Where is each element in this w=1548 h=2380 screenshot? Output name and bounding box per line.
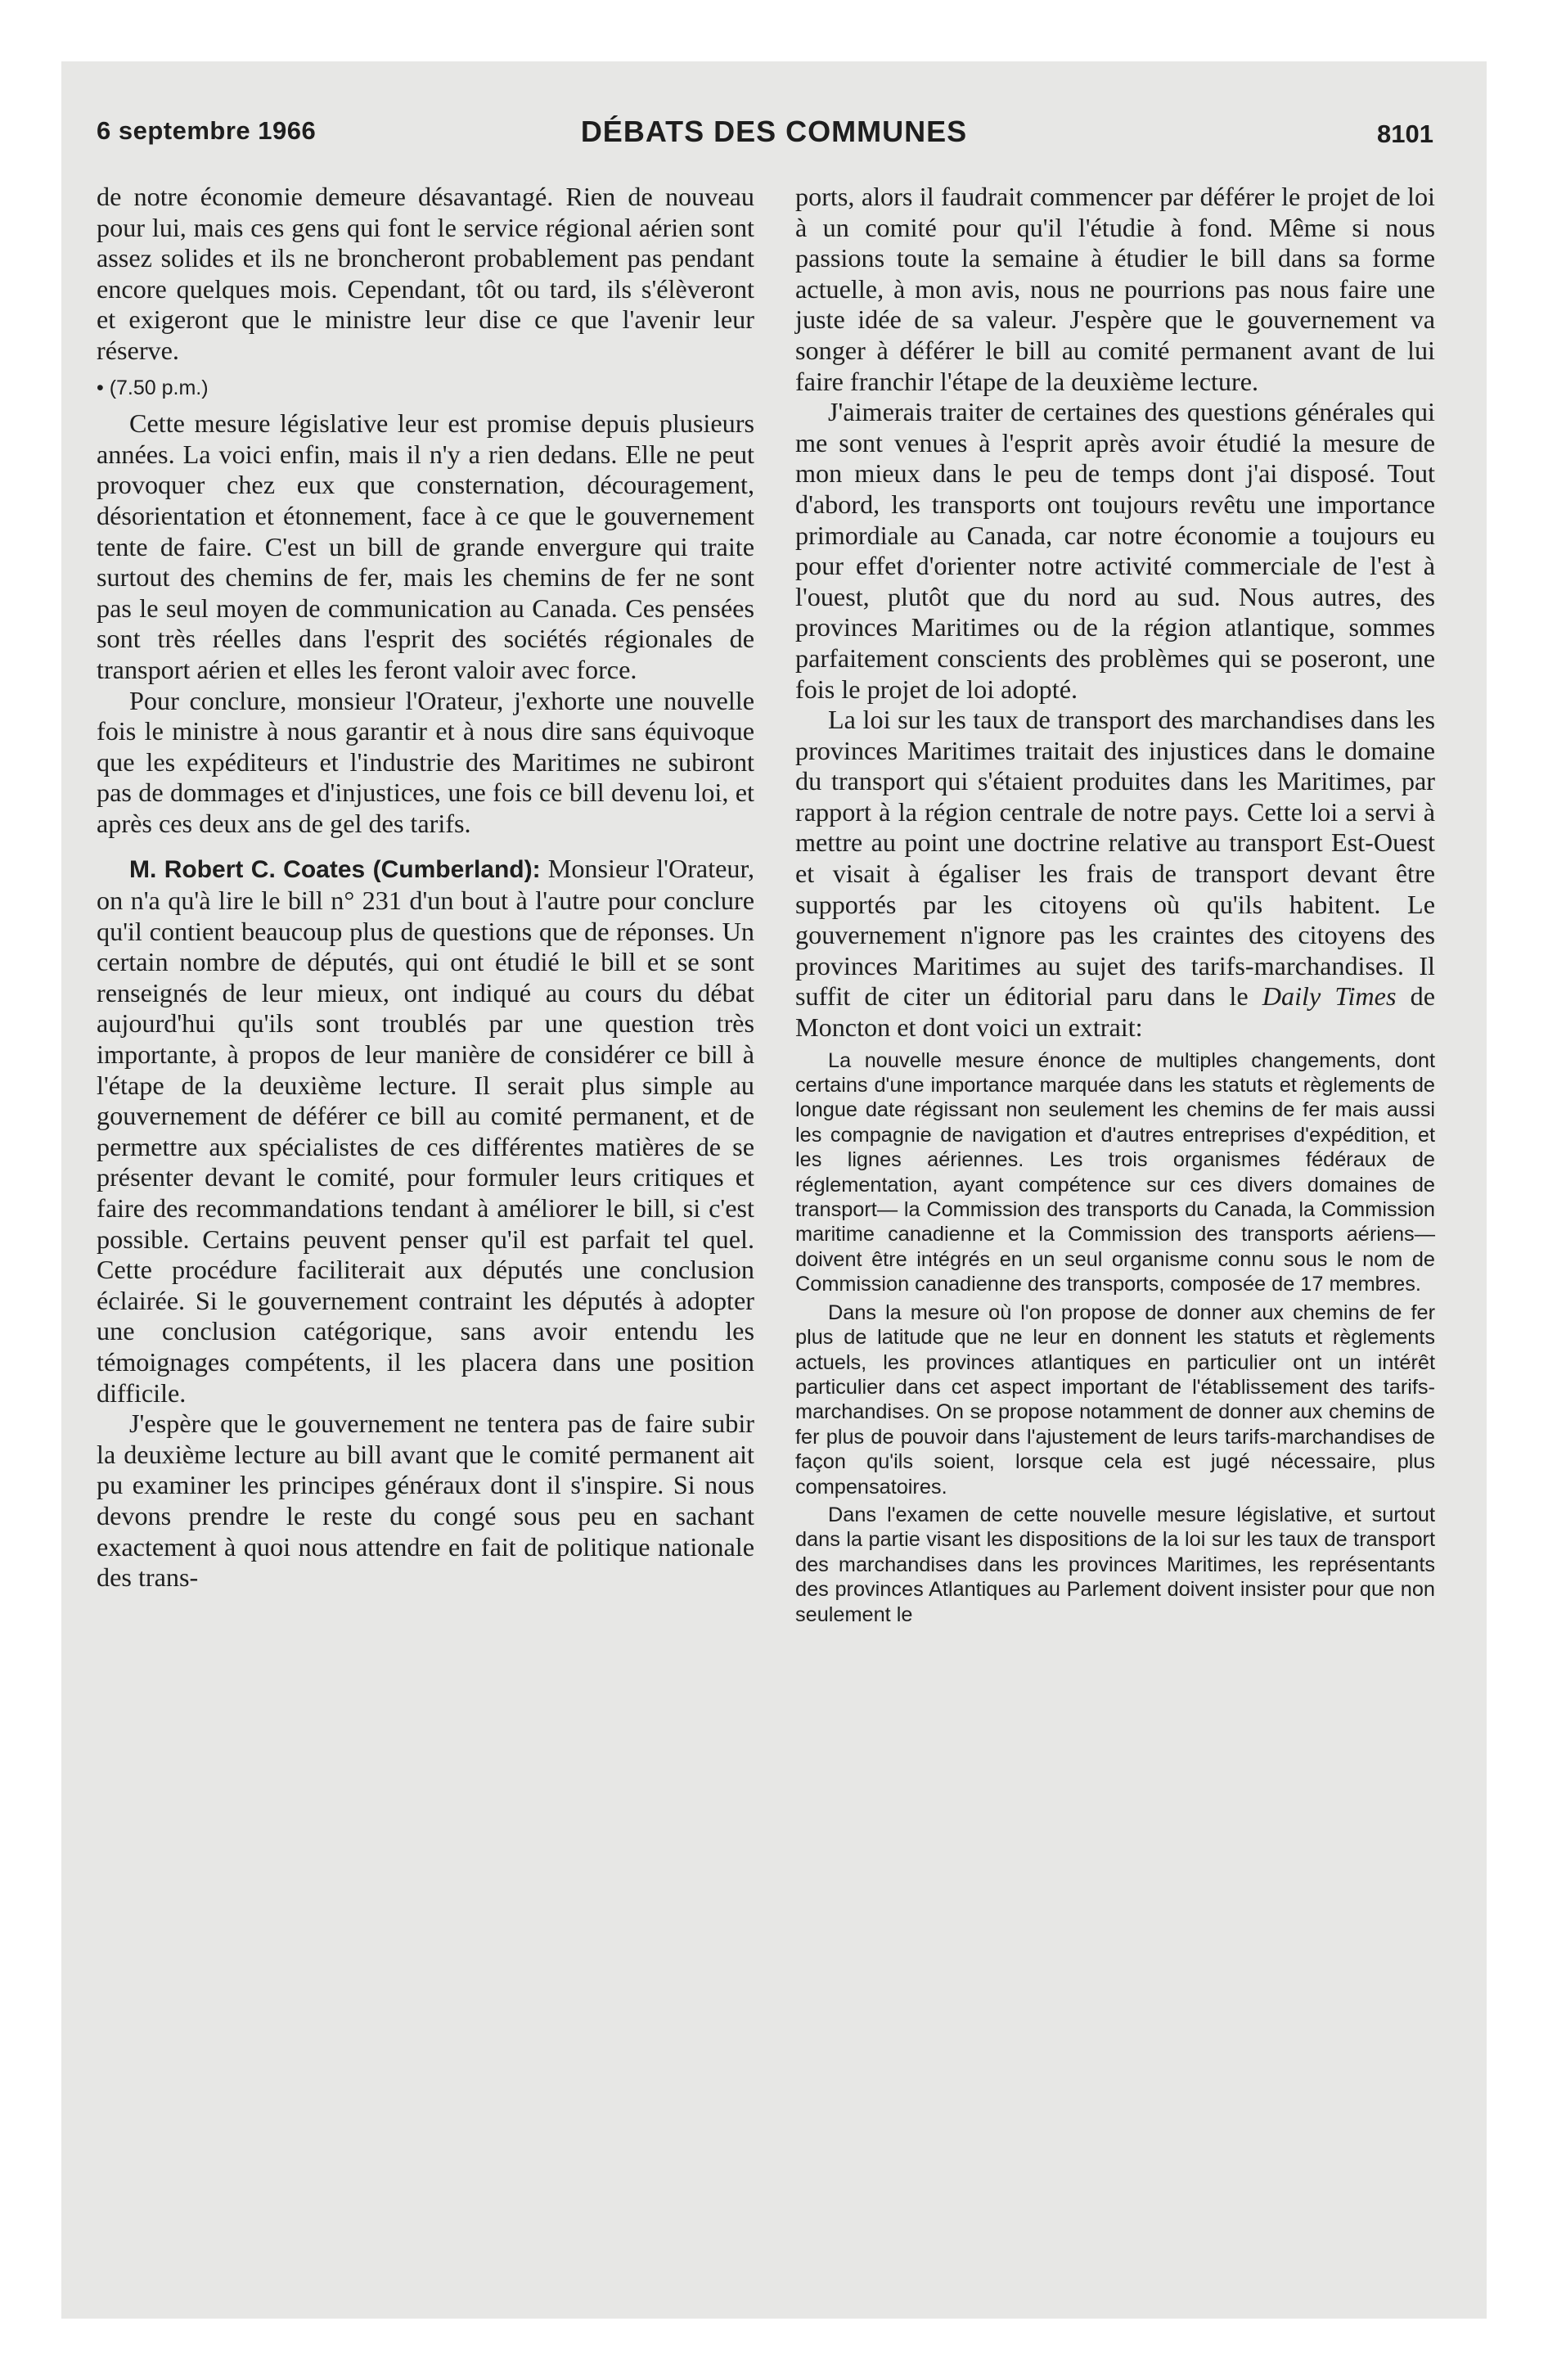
paragraph: Pour conclure, monsieur l'Orateur, j'exhorte une nouvelle fois le ministre à nous garantir et à nous dire sans équivoque que les expéditeurs et l'industrie des Maritimes ne subiront pas de dommages et d'injustices, une fois ce bill devenu loi, et après ces deux ans de gel des tarifs. (97, 685, 754, 838)
time-marker: • (7.50 p.m.) (97, 376, 209, 399)
quoted-paragraph: Dans l'examen de cette nouvelle mesure législative, et surtout dans la partie visant les dispositions de la loi sur les taux de transport des marchandises dans les provinces Maritimes, les représentants des provinces Atlantiques au Parlement doivent insister pour que non seulement le (795, 1503, 1435, 1626)
paragraph-text: La loi sur les taux de transport des marchandises dans les provinces Maritimes traitait des injustices dans le domaine du transport qui s'étaient produites dans les Maritimes, par rapport à la région centrale de notre pays. Cette loi a servi à mettre au point une doctrine relative au transport Est-Ouest et visait à égaliser les frais de transport devant être supportés par les citoyens où qu'ils habitent. Le gouvernement n'ignore pas les craintes des citoyens des provinces Maritimes au sujet des tarifs-marchandises. Il suffit de citer un éditorial paru dans le (795, 705, 1435, 1012)
quoted-paragraph: La nouvelle mesure énonce de multiples changements, dont certains d'une importance marquée dans les statuts et règlements de longue date régissant non seulement les chemins de fer mais aussi les compagnie de navigation et d'autres entreprises d'expédition, et les lignes aériennes. Les trois organismes fédéraux de réglementation, ayant compétence sur ces divers domaines de transport— la Commission des transports du Canada, la Commission maritime canadienne et la Commission des transports aériens—doivent être intégrés en un seul organisme connu sous le nom de Commission canadienne des transports, composée de 17 membres. (795, 1048, 1435, 1296)
paragraph: J'aimerais traiter de certaines des questions générales qui me sont venues à l'esprit après avoir étudié la mesure de mon mieux dans le peu de temps dont j'ai disposé. Tout d'abord, les transports ont toujours revêtu une importance primordiale au Canada, car notre économie a toujours eu pour effet d'orienter notre activité commerciale de l'est à l'ouest, plutôt que du nord au sud. Nous autres, des provinces Maritimes ou de la région atlantique, sommes parfaitement conscients des problèmes qui se poseront, une fois le projet de loi adopté. (795, 397, 1435, 704)
paragraph (795, 705, 1435, 1044)
page-header (0, 116, 1548, 157)
left-column (97, 182, 754, 1593)
paragraph: Cette mesure législative leur est promise depuis plusieurs années. La voici enfin, mais il n'y a rien dedans. Elle ne peut provoquer chez eux que consternation, découragement, désorientation et étonnement, face à ce que le gouvernement tente de faire. C'est un bill de grande envergure qui traite surtout des chemins de fer, mais les chemins de fer ne sont pas le seul moyen de communication au Canada. Ces pensées sont très réelles dans l'esprit des sociétés régionales de transport aérien et elles les feront valoir avec force. (97, 408, 754, 684)
header-date: 6 septembre 1966 (97, 116, 317, 145)
quoted-paragraph: Dans la mesure où l'on propose de donner aux chemins de fer plus de latitude que ne leur en donnent les statuts et règlements actuels, les provinces atlantiques en particulier ont un intérêt particulier dans cet aspect important de l'établissement des tarifs-marchandises. On se propose notamment de donner aux chemins de fer plus de pouvoir dans l'ajustement de leurs tarifs-marchandises de façon qu'ils soient, lorsque cela est jugé nécessaire, plus compensatoires. (795, 1300, 1435, 1499)
speech-text: Monsieur l'Orateur, on n'a qu'à lire le bill n° 231 d'un bout à l'autre pour conclure qu'il contient beaucoup plus de questions que de réponses. Un certain nombre de députés, qui ont étudié le bill et se sont renseignés de leur mieux, ont indiqué au cours du débat aujourd'hui qu'ils sont troublés par une question très importante, à propos de leur manière de considérer ce bill à l'étape de la deuxième lecture. Il serait plus simple au gouvernement de déférer ce bill au comité permanent, et de permettre aux spécialistes de ces différentes matières de se présenter devant le comité, pour formuler leurs critiques et faire des recommandations tendant à améliorer le bill, si c'est possible. Certains peuvent penser qu'il est parfait tel quel. Cette procédure faciliterait aux députés une conclusion éclairée. Si le gouvernement contraint les députés à adopter une conclusion catégorique, sans avoir entendu les témoignages compétents, il les placera dans une position difficile. (97, 854, 754, 1408)
speech-paragraph (97, 854, 754, 1409)
page-number: 8101 (1377, 119, 1433, 148)
speaker-name: M. Robert C. Coates (Cumberland): (129, 856, 541, 884)
header-title: DÉBATS DES COMMUNES (580, 115, 968, 148)
right-column (795, 182, 1435, 1627)
paragraph: ports, alors il faudrait commencer par déférer le projet de loi à un comité pour qu'il l'étudie à fond. Même si nous passions toute la semaine à étudier le bill dans sa forme actuelle, à mon avis, nous ne pourrions pas nous faire une juste idée de sa valeur. J'espère que le gouvernement va songer à déférer le bill au comité permanent avant de lui faire franchir l'étape de la deuxième lecture. (795, 182, 1435, 396)
paragraph: de notre économie demeure désavantagé. Rien de nouveau pour lui, mais ces gens qui font le service régional aérien sont assez solides et ils ne broncheront probablement pas pendant encore quelques mois. Cependant, tôt ou tard, ils s'élèveront et exigeront que le ministre leur dise ce que l'avenir leur réserve. (97, 182, 754, 365)
paragraph-text: de Moncton et dont voici un extrait: (795, 981, 1436, 1043)
paragraph: J'espère que le gouvernement ne tentera pas de faire subir la deuxième lecture au bill avant que le comité permanent ait pu examiner les principes généraux dont il s'inspire. Si nous devons prendre le reste du congé sous peu en sachant exactement à quoi nous attendre en fait de politique nationale des trans- (97, 1409, 754, 1593)
newspaper-title: Daily Times (1262, 981, 1397, 1012)
